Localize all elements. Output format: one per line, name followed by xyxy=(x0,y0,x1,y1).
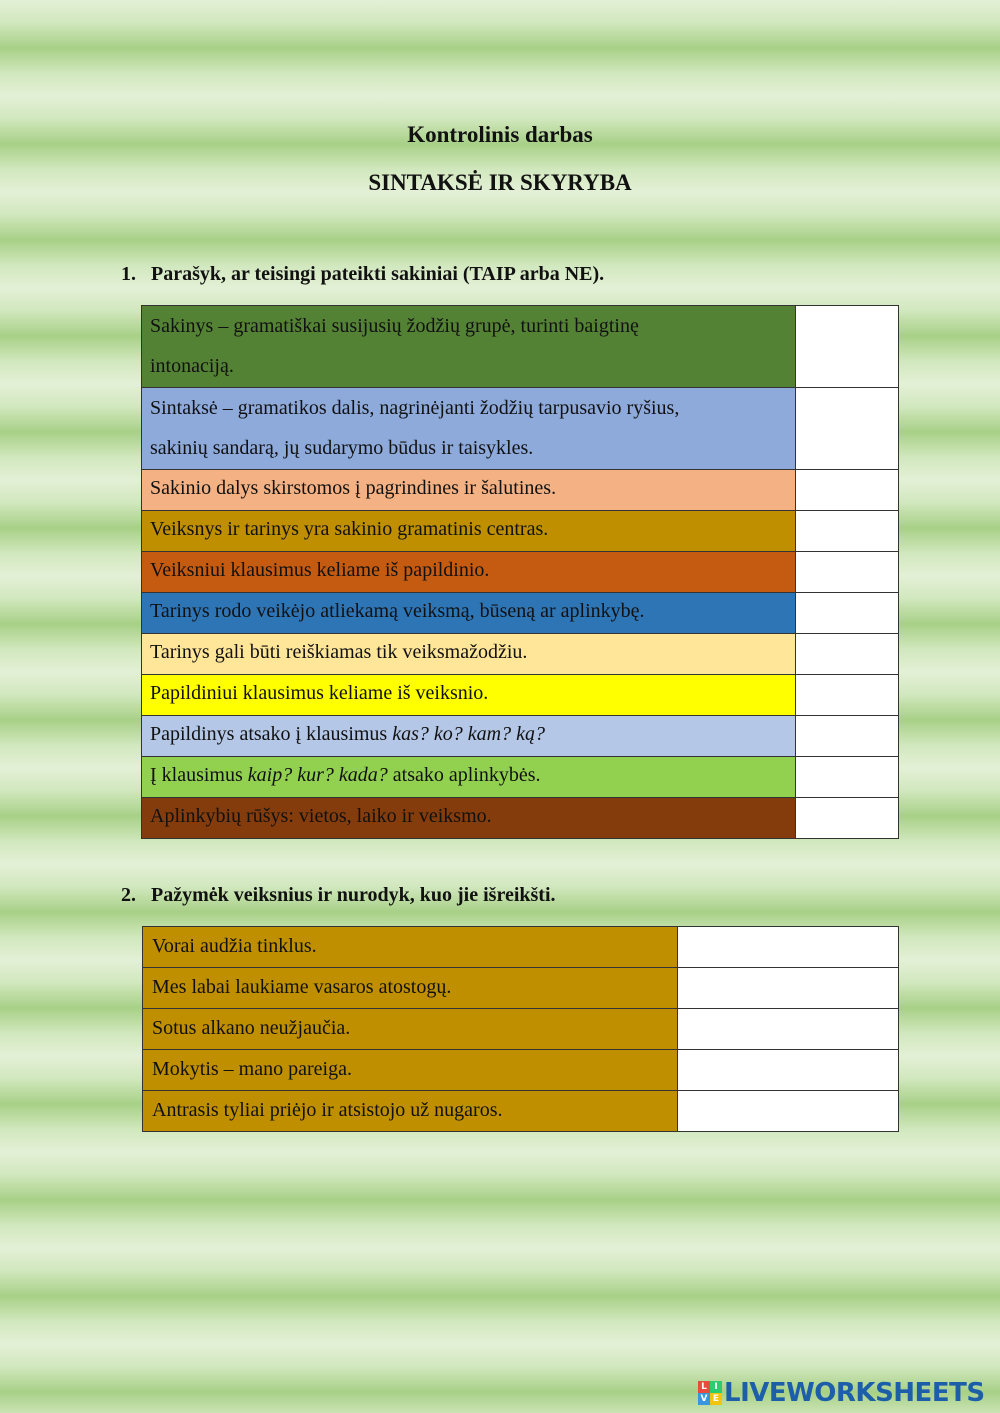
liveworksheets-logo xyxy=(698,1378,985,1408)
statement-italic-part: kaip? kur? kada? xyxy=(247,764,388,786)
logo-mark-letter: I xyxy=(710,1381,722,1393)
statement-line: Sakinys – gramatiškai susijusių žodžių grupė, turinti baigtinę xyxy=(150,315,639,337)
answer-field[interactable] xyxy=(796,798,899,839)
table-row xyxy=(142,388,899,470)
table-row xyxy=(142,593,899,634)
statement-cell xyxy=(142,552,796,593)
statement-cell xyxy=(142,306,796,388)
answer-field[interactable] xyxy=(677,927,898,968)
answer-field[interactable] xyxy=(796,634,899,675)
statement-text xyxy=(150,716,787,752)
answer-field[interactable] xyxy=(796,593,899,634)
table-row xyxy=(143,1050,899,1091)
answer-field[interactable] xyxy=(796,511,899,552)
statement-text: Sakinio dalys skirstomos į pagrindines ir šalutines. xyxy=(150,477,557,499)
table-row xyxy=(142,675,899,716)
sentence-cell: Sotus alkano neužjaučia. xyxy=(143,1009,678,1050)
statement-text: Tarinys gali būti reiškiamas tik veiksmažodžiu. xyxy=(150,641,528,663)
table-row xyxy=(142,306,899,388)
question-number: 1. xyxy=(121,263,136,285)
question-2-heading xyxy=(121,884,556,907)
true-false-table xyxy=(141,305,899,839)
table-row xyxy=(142,634,899,675)
statement-line: Sintaksė – gramatikos dalis, nagrinėjanti žodžių tarpusavio ryšius, xyxy=(150,397,680,419)
statement-cell xyxy=(142,470,796,511)
statement-text xyxy=(150,757,787,793)
answer-field[interactable] xyxy=(796,388,899,470)
statement-text-part: Į klausimus xyxy=(150,764,248,786)
statement-text-part: atsako aplinkybės. xyxy=(387,764,541,786)
answer-field[interactable] xyxy=(677,1009,898,1050)
statement-text: Veiksniui klausimus keliame iš papildinio. xyxy=(150,559,490,581)
table-row xyxy=(143,1009,899,1050)
logo-mark-letter: E xyxy=(710,1393,722,1405)
statement-cell xyxy=(142,593,796,634)
page-subtitle: SINTAKSĖ IR SKYRYBA xyxy=(368,170,632,195)
sentence-cell: Vorai audžia tinklus. xyxy=(143,927,678,968)
answer-field[interactable] xyxy=(796,675,899,716)
answer-field[interactable] xyxy=(796,552,899,593)
statement-text: Aplinkybių rūšys: vietos, laiko ir veiksmo. xyxy=(150,805,492,827)
statement-text: Papildiniui klausimus keliame iš veiksnio. xyxy=(150,682,489,704)
statement-cell xyxy=(142,675,796,716)
sentence-cell: Mes labai laukiame vasaros atostogų. xyxy=(143,968,678,1009)
answer-field[interactable] xyxy=(796,306,899,388)
statement-italic-part: kas? ko? kam? ką? xyxy=(392,723,545,745)
table-row xyxy=(142,798,899,839)
answer-field[interactable] xyxy=(677,968,898,1009)
sentence-cell: Mokytis – mano pareiga. xyxy=(143,1050,678,1091)
statement-text: Veiksnys ir tarinys yra sakinio gramatinis centras. xyxy=(150,518,549,540)
table-row xyxy=(142,470,899,511)
statement-cell xyxy=(142,388,796,470)
question-text: Pažymėk veiksnius ir nurodyk, kuo jie išreikšti. xyxy=(151,884,556,906)
answer-field[interactable] xyxy=(677,1091,898,1132)
statement-cell xyxy=(142,716,796,757)
statement-text: Tarinys rodo veikėjo atliekamą veiksmą, būseną ar aplinkybę. xyxy=(150,600,645,622)
logo-mark-letter: L xyxy=(698,1381,710,1393)
statement-text-part: Papildinys atsako į klausimus xyxy=(150,723,393,745)
answer-field[interactable] xyxy=(796,757,899,798)
question-number: 2. xyxy=(121,884,136,906)
statement-cell xyxy=(142,757,796,798)
page-title: Kontrolinis darbas xyxy=(407,122,593,147)
table-row xyxy=(142,511,899,552)
liveworksheets-logo-icon xyxy=(698,1381,722,1405)
answer-field[interactable] xyxy=(796,716,899,757)
table-row xyxy=(142,716,899,757)
answer-field[interactable] xyxy=(677,1050,898,1091)
answer-field[interactable] xyxy=(796,470,899,511)
statement-line: sakinių sandarą, jų sudarymo būdus ir taisykles. xyxy=(150,437,534,459)
table-row xyxy=(143,927,899,968)
question-1-heading xyxy=(121,263,604,286)
logo-mark-letter: V xyxy=(698,1393,710,1405)
logo-text: LIVEWORKSHEETS xyxy=(724,1378,985,1408)
table-row xyxy=(143,1091,899,1132)
table-row xyxy=(143,968,899,1009)
table-row xyxy=(142,552,899,593)
statement-cell xyxy=(142,634,796,675)
sentence-cell: Antrasis tyliai priėjo ir atsistojo už nugaros. xyxy=(143,1091,678,1132)
statement-cell xyxy=(142,511,796,552)
subject-table xyxy=(142,926,899,1132)
table-row xyxy=(142,757,899,798)
statement-line: intonaciją. xyxy=(150,355,234,377)
statement-cell xyxy=(142,798,796,839)
question-text: Parašyk, ar teisingi pateikti sakiniai (TAIP arba NE). xyxy=(151,263,605,285)
